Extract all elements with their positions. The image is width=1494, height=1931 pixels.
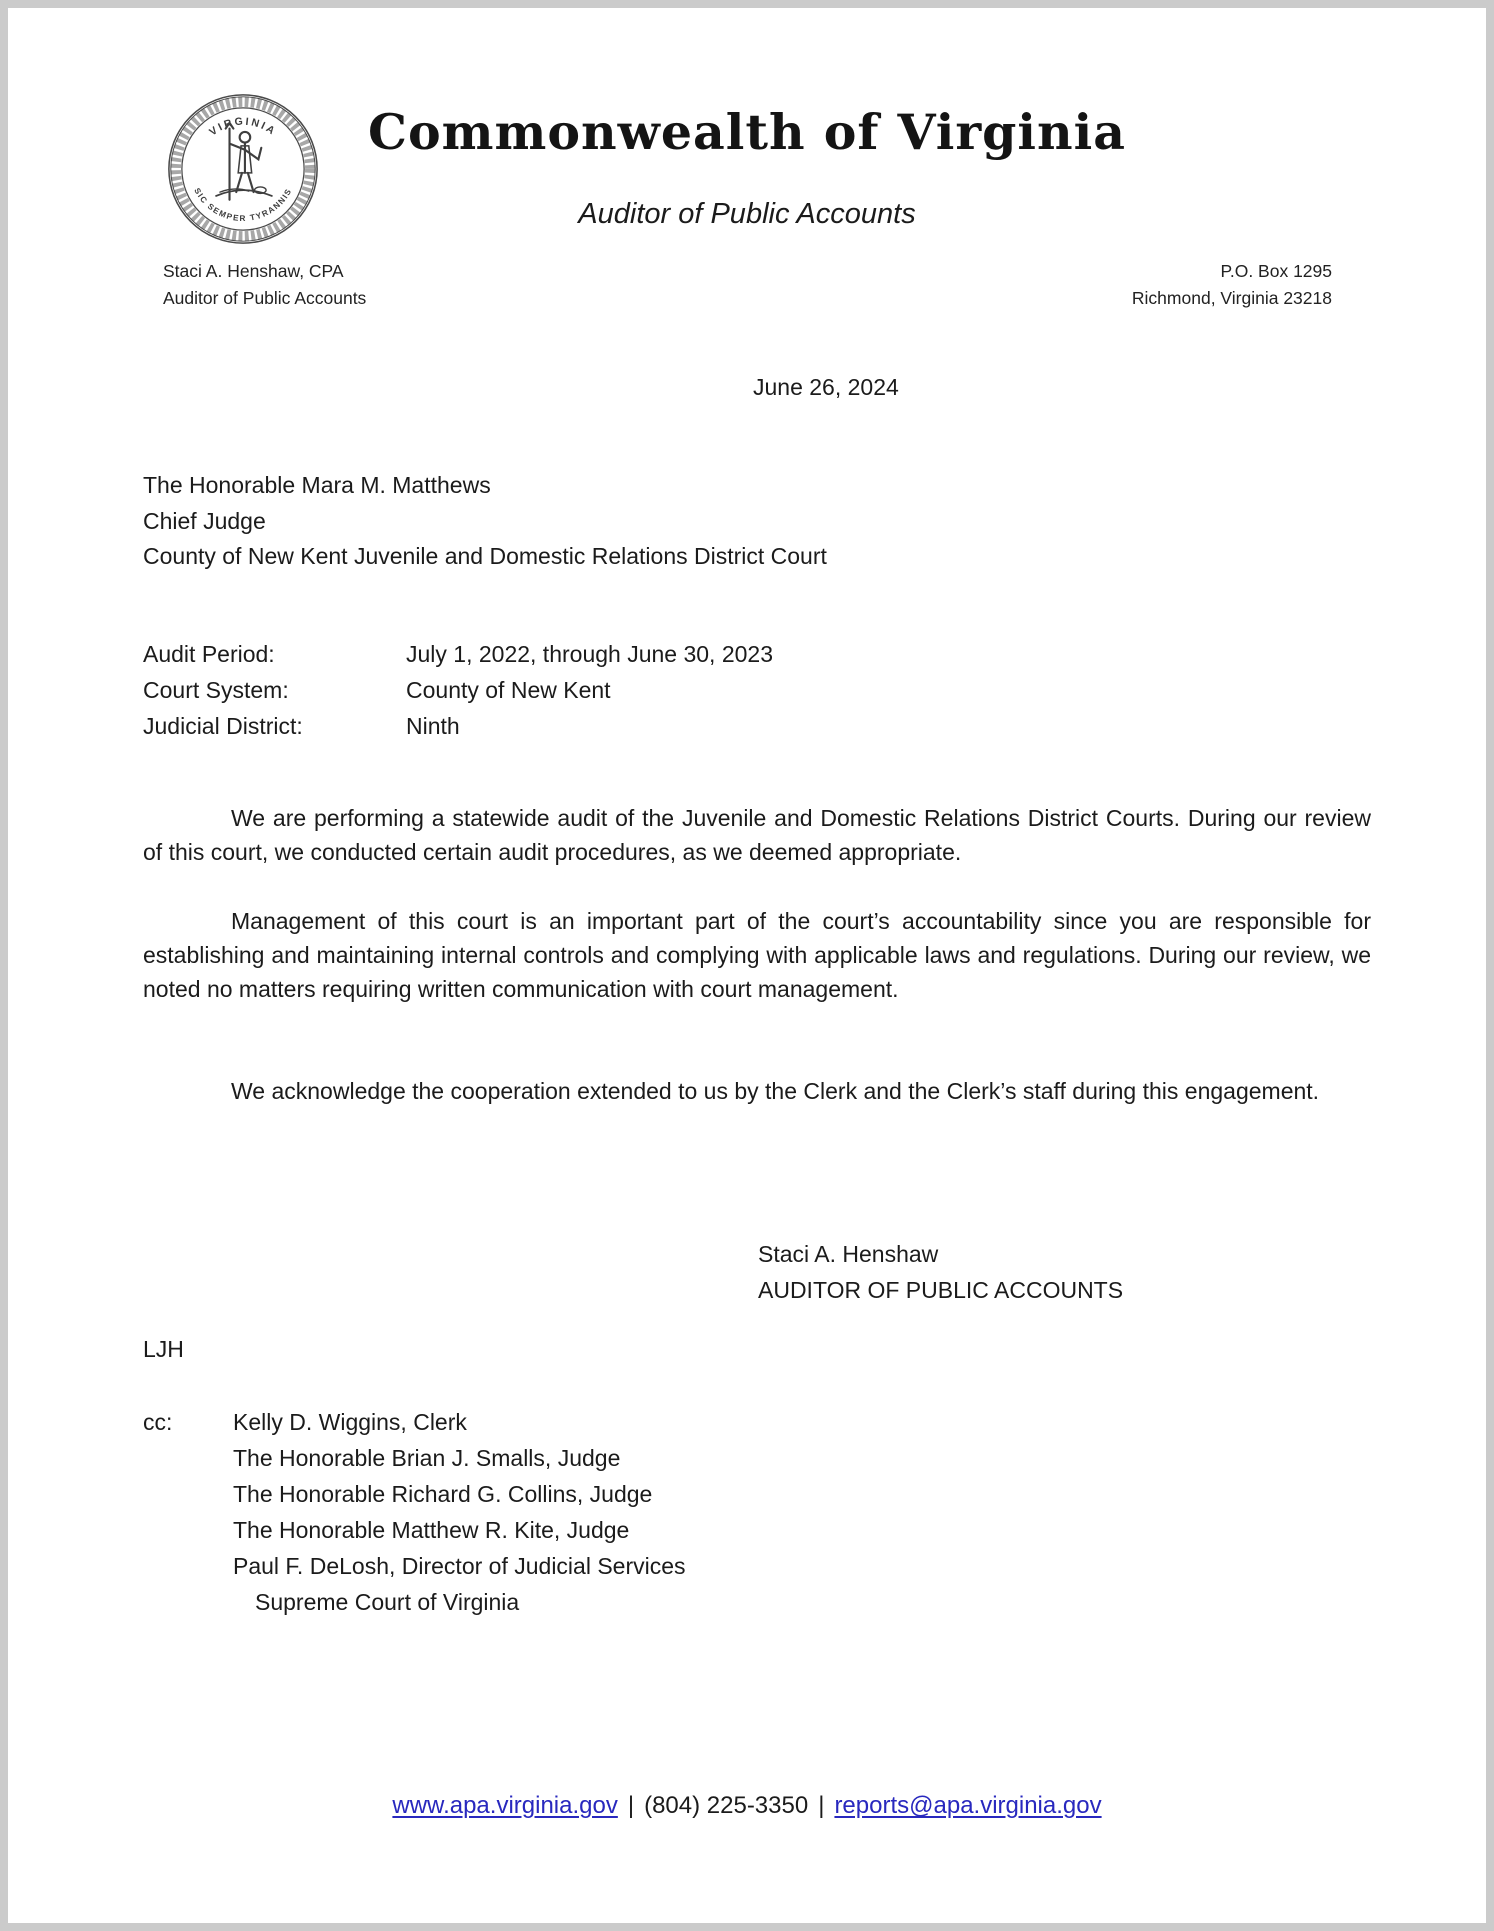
office-address-block: [1132, 258, 1332, 312]
judicial-district-value: Ninth: [406, 713, 460, 739]
cc-item-suborg: Supreme Court of Virginia: [255, 1589, 520, 1615]
typist-initials: LJH: [143, 1336, 184, 1362]
body-paragraph-1: We are performing a statewide audit of the Juvenile and Domestic Relations District Courts. During our review of this court, we conducted certain audit procedures, as we deemed appropriate.: [143, 805, 1371, 865]
court-system-value: County of New Kent: [406, 677, 611, 703]
auditor-name-block: [163, 258, 366, 312]
signature-title: AUDITOR OF PUBLIC ACCOUNTS: [758, 1277, 1124, 1303]
recipient-block: [143, 468, 827, 575]
auditor-title: Auditor of Public Accounts: [163, 288, 367, 308]
audit-details-block: [143, 636, 773, 744]
auditor-name: Staci A. Henshaw, CPA: [163, 261, 344, 281]
letterhead-subtitle: Auditor of Public Accounts: [578, 198, 916, 230]
email-link[interactable]: reports@apa.virginia.gov: [834, 1792, 1102, 1819]
body-paragraph-3: We acknowledge the cooperation extended to us by the Clerk and the Clerk’s staff during this engagement.: [231, 1078, 1320, 1104]
website-link[interactable]: www.apa.virginia.gov: [392, 1792, 618, 1819]
judicial-district-row: [143, 708, 773, 744]
footer-separator: |: [818, 1792, 825, 1819]
signature-block: [758, 1236, 1123, 1308]
recipient-court: County of New Kent Juvenile and Domestic Relations District Court: [143, 543, 827, 569]
signature-name: Staci A. Henshaw: [758, 1241, 939, 1267]
cc-item: Paul F. DeLosh, Director of Judicial Services: [233, 1553, 686, 1579]
seal-bottom-text: SIC SEMPER TYRANNIS: [192, 186, 294, 223]
court-system-row: [143, 672, 773, 708]
recipient-title: Chief Judge: [143, 507, 266, 534]
letter-date: June 26, 2024: [753, 374, 899, 400]
cc-label: cc:: [143, 1409, 173, 1435]
letterhead-title: Commonwealth of Virginia: [368, 103, 1126, 161]
audit-period-value: July 1, 2022, through June 30, 2023: [406, 641, 774, 667]
cc-item: Kelly D. Wiggins, Clerk: [233, 1409, 467, 1435]
cc-items: [233, 1404, 686, 1620]
letter-footer: [8, 1792, 1486, 1820]
cc-item: The Honorable Matthew R. Kite, Judge: [233, 1517, 630, 1543]
judicial-district-label: Judicial District:: [143, 713, 303, 739]
cc-item: The Honorable Richard G. Collins, Judge: [233, 1481, 653, 1507]
po-box: P.O. Box 1295: [1220, 261, 1332, 281]
body-paragraph-2: Management of this court is an important part of the court’s accountability since you are responsible for establishing and maintaining internal controls and complying with applicable laws and regulations. During our review, we noted no matters requiring written communication with court management.: [143, 908, 1371, 1002]
audit-period-row: [143, 636, 773, 672]
seal-top-text: VIRGINIA: [207, 115, 279, 139]
footer-separator: |: [627, 1792, 635, 1819]
city-state-zip: Richmond, Virginia 23218: [1131, 288, 1332, 308]
court-system-label: Court System:: [143, 677, 289, 703]
audit-period-label: Audit Period:: [143, 641, 275, 667]
cc-block: [143, 1404, 686, 1620]
phone-number: (804) 225-3350: [644, 1792, 809, 1819]
recipient-name: The Honorable Mara M. Matthews: [143, 472, 491, 498]
cc-item: The Honorable Brian J. Smalls, Judge: [233, 1445, 621, 1471]
